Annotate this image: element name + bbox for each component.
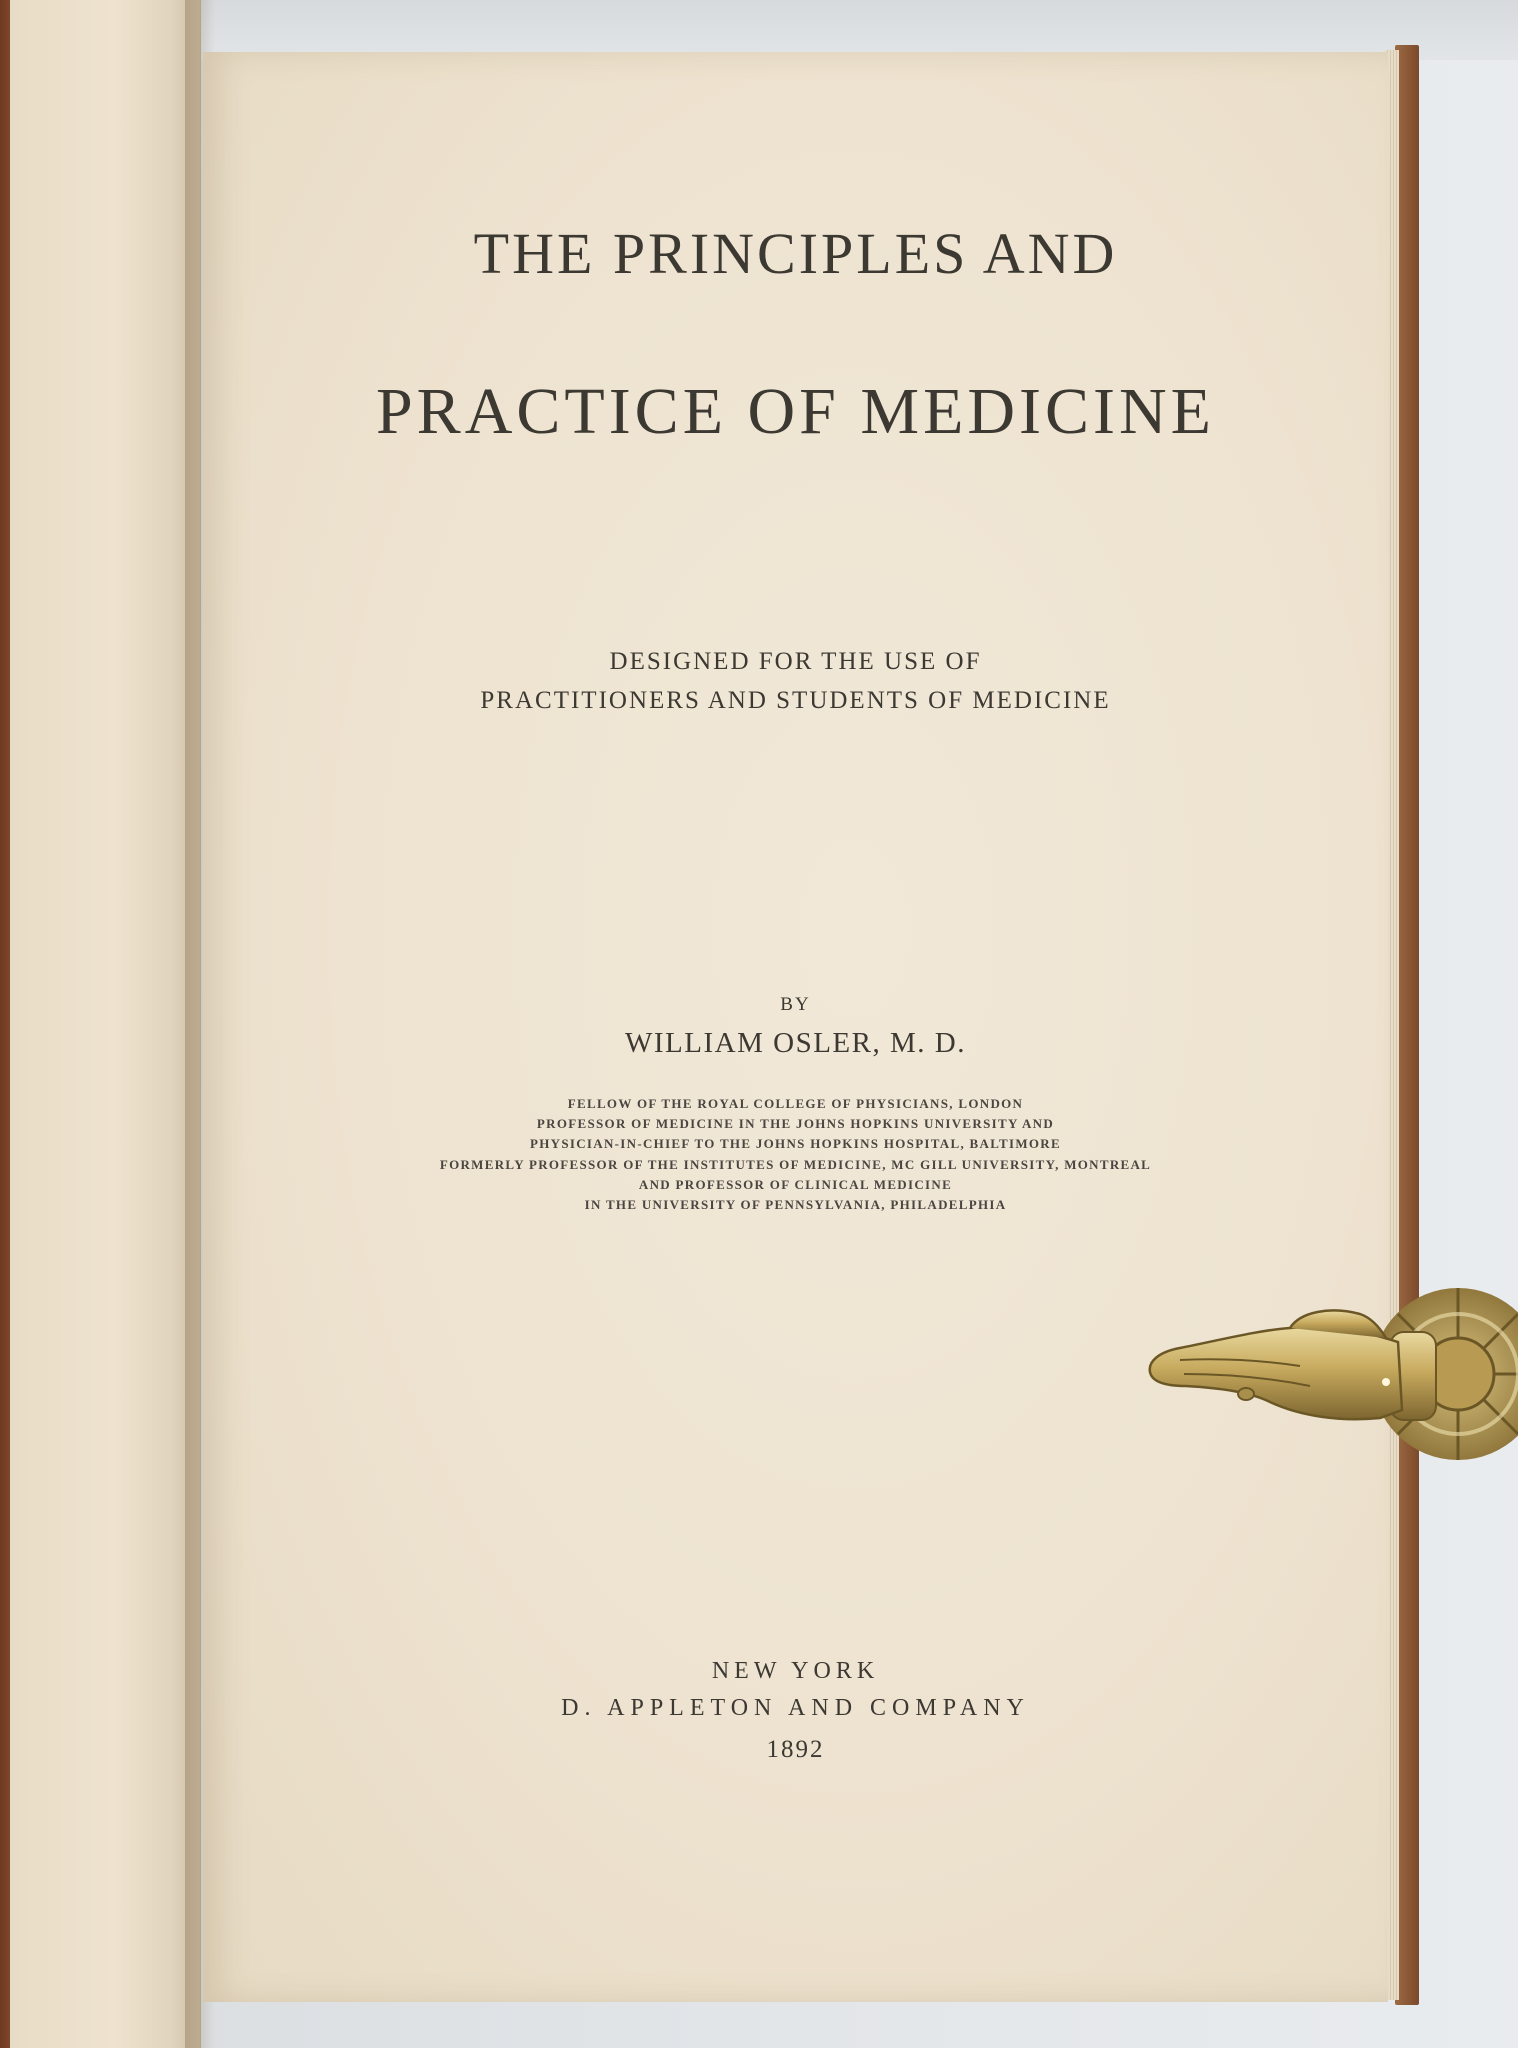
credential-line: PROFESSOR OF MEDICINE IN THE JOHNS HOPKINS UNIVERSITY AND xyxy=(536,1116,1055,1132)
credential-line: AND PROFESSOR OF CLINICAL MEDICINE xyxy=(638,1176,953,1192)
credential-line: PHYSICIAN-IN-CHIEF TO THE JOHNS HOPKINS HOSPITAL, BALTIMORE xyxy=(530,1136,1061,1152)
author-credentials xyxy=(203,1094,1388,1215)
credential-line: FORMERLY PROFESSOR OF THE INSTITUTES OF MEDICINE, MC GILL UNIVERSITY, MONTREAL xyxy=(439,1156,1152,1172)
subtitle-line-1: DESIGNED FOR THE USE OF xyxy=(609,648,982,675)
credential-line: IN THE UNIVERSITY OF PENNSYLVANIA, PHILADELPHIA xyxy=(584,1197,1007,1213)
title-line-1: THE PRINCIPLES AND xyxy=(473,221,1118,286)
title-line-2: PRACTICE OF MEDICINE xyxy=(375,375,1216,448)
subtitle-line-2: PRACTITIONERS AND STUDENTS OF MEDICINE xyxy=(480,687,1111,714)
left-page xyxy=(10,0,201,2048)
author-name: WILLIAM OSLER, M. D. xyxy=(625,1027,966,1059)
title-page xyxy=(203,52,1388,2002)
backdrop xyxy=(0,0,1518,60)
by-line: BY xyxy=(780,994,811,1015)
publisher: D. APPLETON AND COMPANY xyxy=(561,1695,1030,1721)
brass-hand-clip-icon xyxy=(1140,1270,1518,1490)
publication-year: 1892 xyxy=(766,1736,825,1763)
publication-place: NEW YORK xyxy=(711,1658,880,1684)
credential-line: FELLOW OF THE ROYAL COLLEGE OF PHYSICIANS, LONDON xyxy=(567,1096,1024,1111)
